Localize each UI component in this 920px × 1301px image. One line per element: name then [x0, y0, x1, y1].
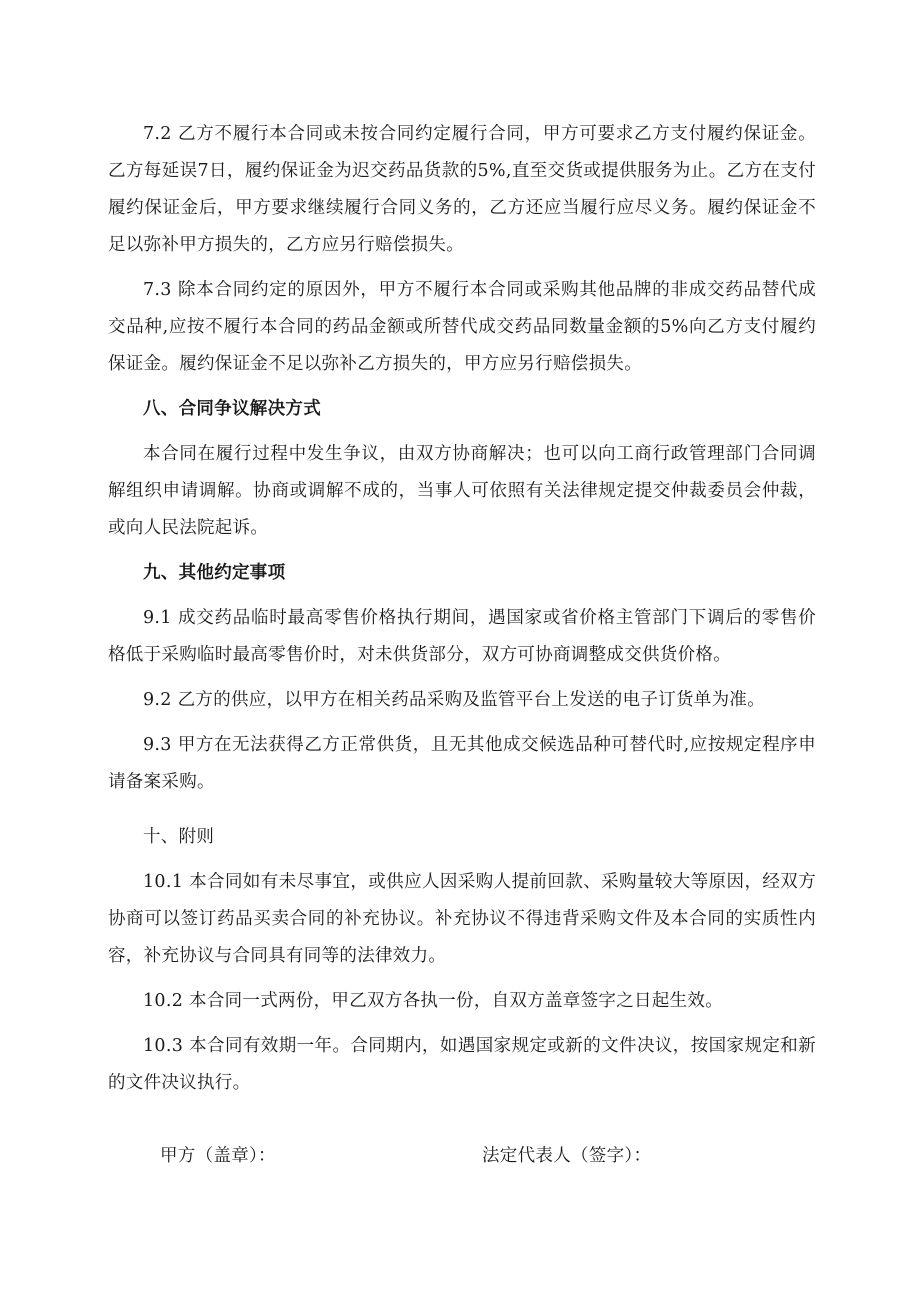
clause-10-1: 10.1 本合同如有未尽事宜，或供应人因采购人提前回款、采购量较大等原因，经双方协商可以签订药品买卖合同的补充协议。补充协议不得违背采购文件及本合同的实质性内容，补充协议与合同具有同等的法律效力。 — [108, 872, 816, 966]
signature-row — [108, 1138, 816, 1175]
clause-10-2: 10.2 本合同一式两份，甲乙双方各执一份，自双方盖章签字之日起生效。 — [143, 991, 724, 1011]
clause-9-1: 9.1 成交药品临时最高零售价格执行期间，遇国家或省价格主管部门下调后的零售价格低于采购临时最高零售价时，对未供货部分，双方可协商调整成交供货价格。 — [108, 608, 816, 665]
clause-8: 本合同在履行过程中发生争议，由双方协商解决；也可以向工商行政管理部门合同调解组织申请调解。协商或调解不成的，当事人可依照有关法律规定提交仲裁委员会仲裁，或向人民法院起诉。 — [108, 444, 816, 538]
clause-7-3: 7.3 除本合同约定的原因外，甲方不履行本合同或采购其他品牌的非成交药品替代成交品种,应按不履行本合同的药品金额或所替代成交药品同数量金额的5%向乙方支付履约保证金。履约保证金不足以弥补乙方损失的，甲方应另行赔偿损失。 — [108, 280, 816, 374]
section-heading-9: 九、其他约定事项 — [143, 563, 286, 583]
legal-representative-label: 法定代表人（签字）： — [482, 1146, 652, 1166]
section-heading-10: 十、附则 — [143, 827, 215, 847]
section-heading-8: 八、合同争议解决方式 — [143, 399, 321, 419]
clause-9-2: 9.2 乙方的供应，以甲方在相关药品采购及监管平台上发送的电子订货单为准。 — [143, 690, 765, 710]
party-a-seal-label: 甲方（盖章）： — [160, 1146, 276, 1166]
contract-page — [108, 116, 816, 1175]
clause-7-2: 7.2 乙方不履行本合同或未按合同约定履行合同，甲方可要求乙方支付履约保证金。乙方每延误7日，履约保证金为迟交药品货款的5%,直至交货或提供服务为止。乙方在支付履约保证金后，甲方要求继续履行合同义务的，乙方还应当履行应尽义务。履约保证金不足以弥补甲方损失的，乙方应另行赔偿损失。 — [108, 124, 816, 255]
clause-9-3: 9.3 甲方在无法获得乙方正常供货，且无其他成交候选品种可替代时,应按规定程序申请备案采购。 — [108, 735, 816, 792]
clause-10-3: 10.3 本合同有效期一年。合同期内，如遇国家规定或新的文件决议，按国家规定和新的文件决议执行。 — [108, 1036, 816, 1093]
